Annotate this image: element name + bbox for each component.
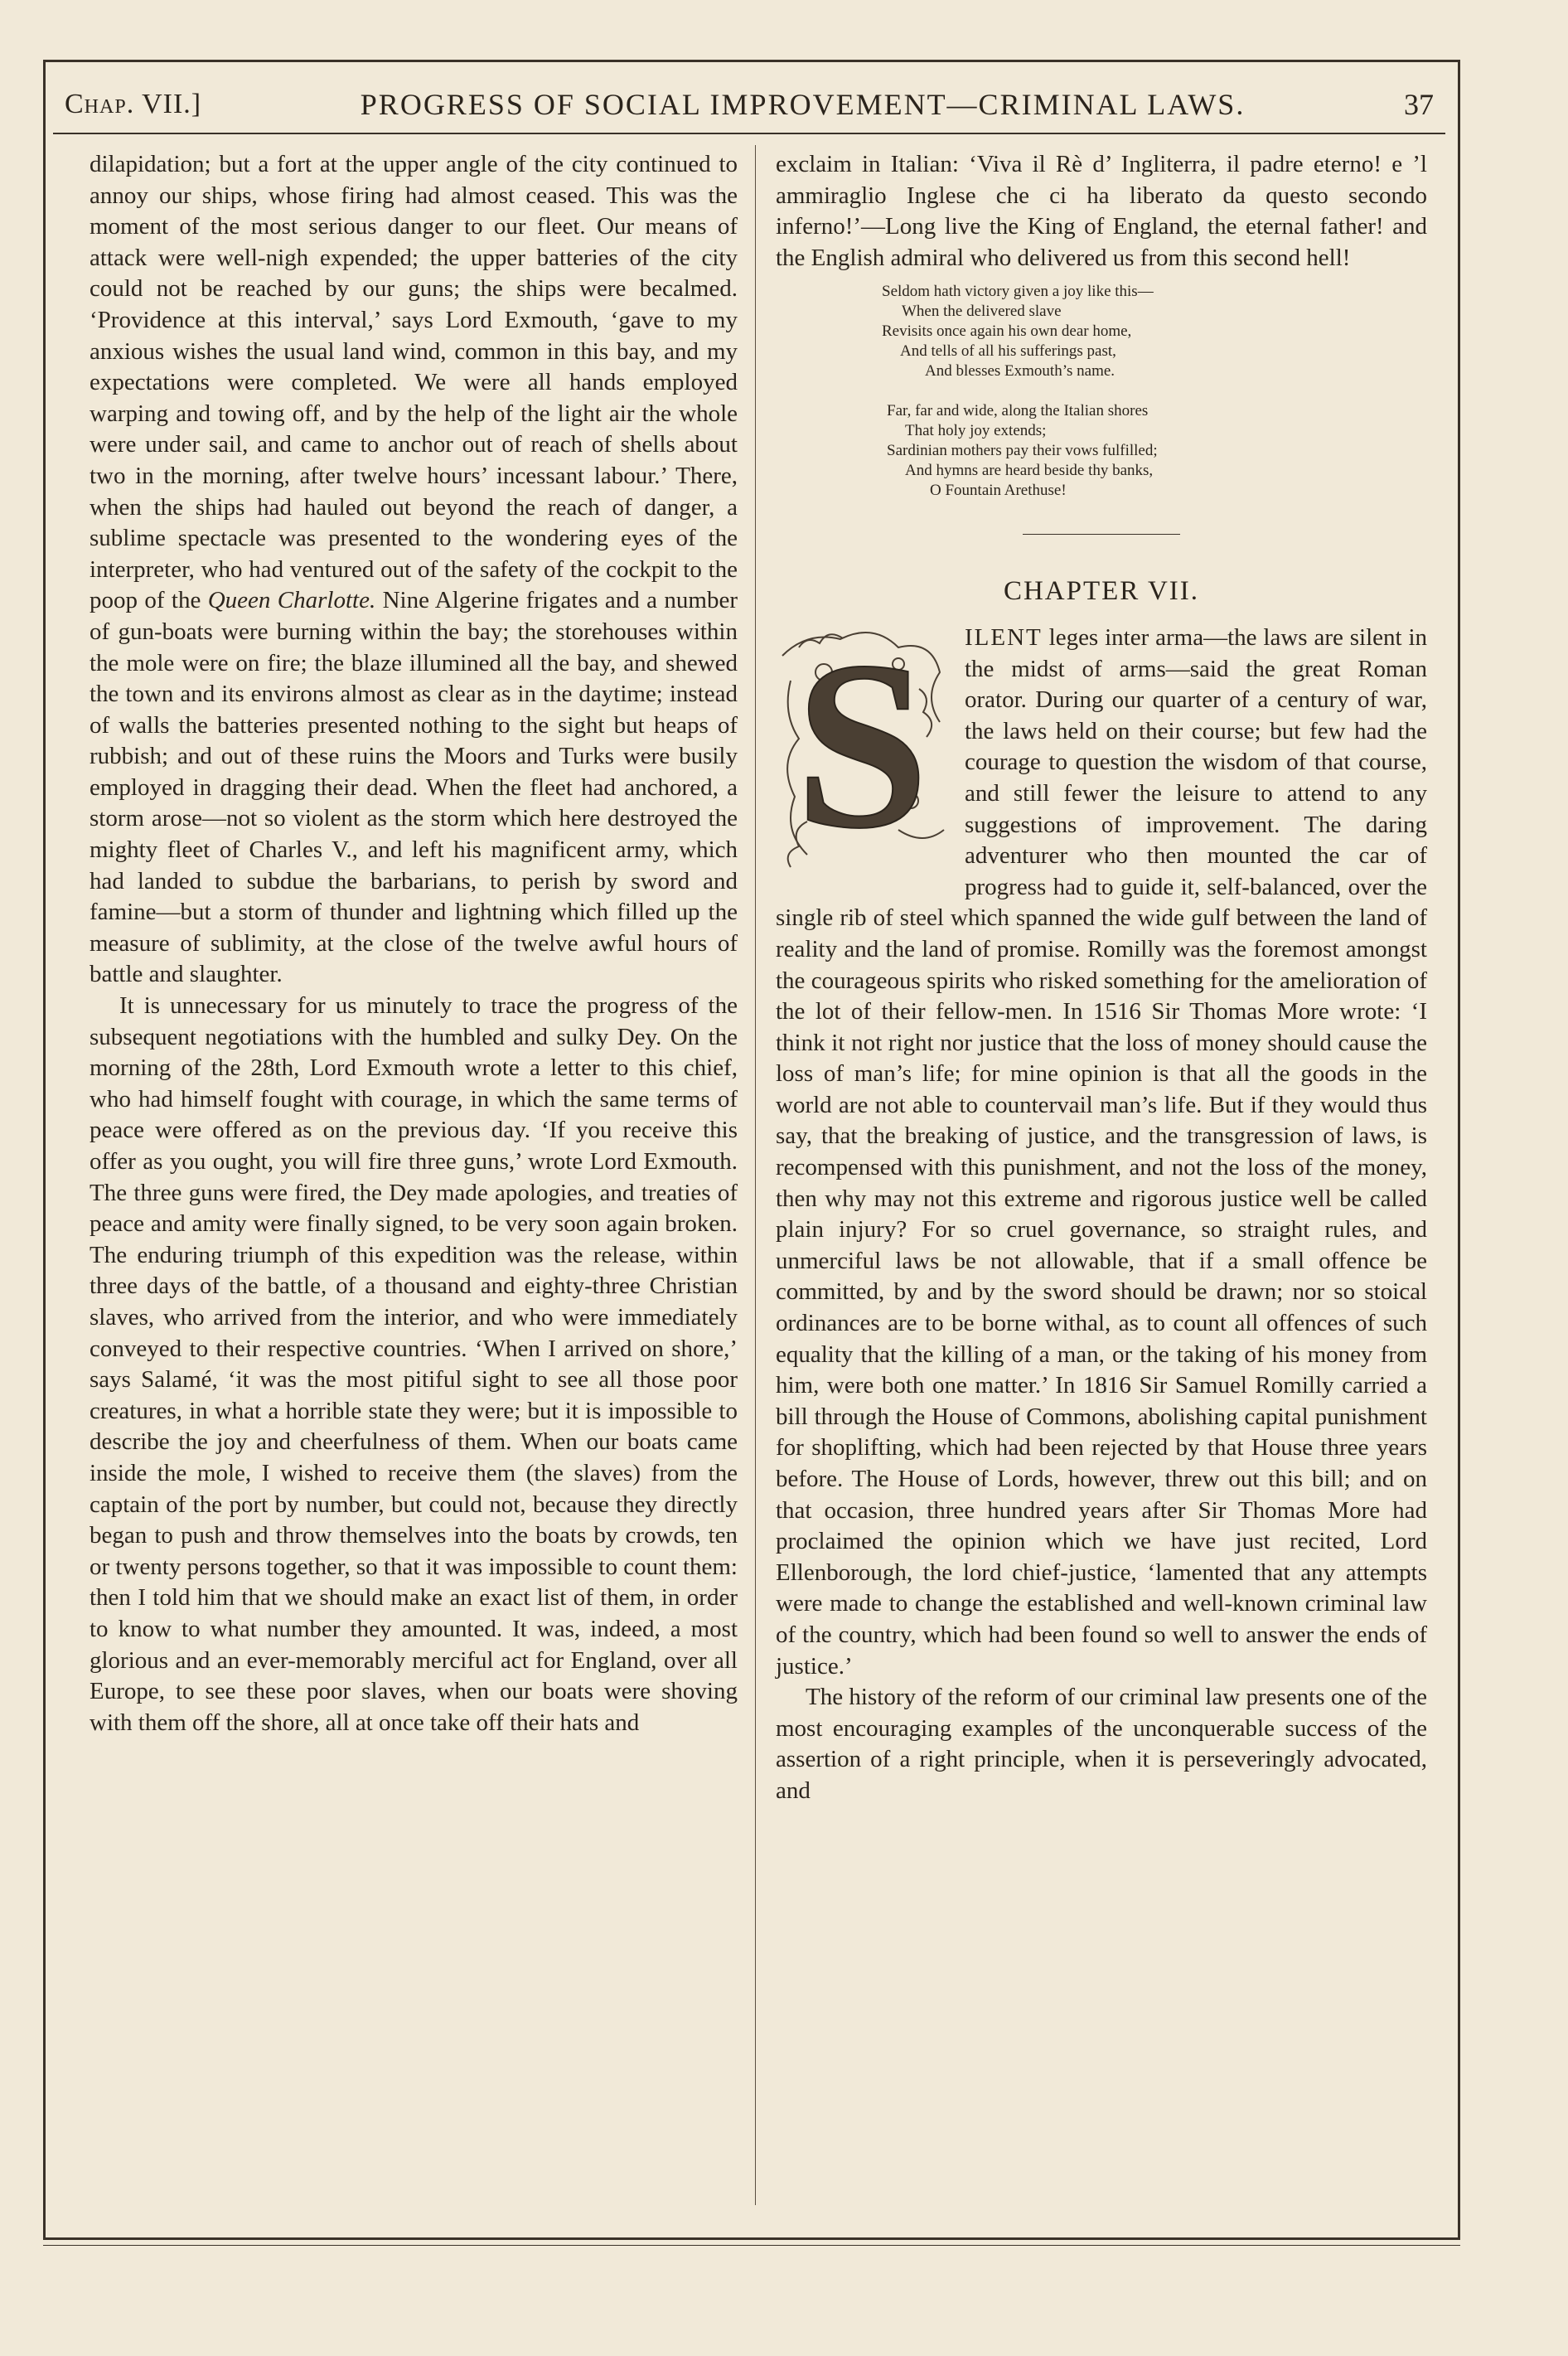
paragraph: It is unnecessary for us minutely to trace the progress of the subsequent negotiations with the humbled and sulky Dey. On the morning of the 28th, Lord Exmouth wrote a letter to this chief, who had himself fought with courage, in which the same terms of peace were offered as on the previous day. ‘If you receive this offer as you ought, you will fire three guns,’ wrote Lord Exmouth. The three guns were fired, the Dey made apologies, and treaties of peace and amity were finally signed, to be very soon again broken. The enduring triumph of this expedition was the release, within three days of the battle, of a thousand and eighty-three Christian slaves, who arrived from the interior, and who were immediately conveyed to their respective countries. ‘When I arrived on shore,’ says Salamé, ‘it was the most pitiful sight to see all those poor creatures, in what a horrible state they were; but it is impossible to describe the joy and cheerfulness of them. When our boats came inside the mole, I wished to receive them (the slaves) from the captain of the port by number, but could not, because they directly began to push and throw themselves into the boats by crowds, ten or twenty persons together, so that it was impossible to count them: then I told him that we should make an exact list of them, in order to know to what number they amounted. It was, indeed, a most glorious and an ever-memorably merciful act for England, over all Europe, to see these poor slaves, when our boats were shoving with them off the shore, all at once take off their hats and [90,992,738,1736]
verse-line: And hymns are heard beside thy banks, [905,462,1154,480]
running-title: PROGRESS OF SOCIAL IMPROVEMENT—CRIMINAL LAWS. [360,88,1246,121]
chapter-label: Chap. VII.] [65,89,202,119]
verse-line: Far, far and wide, along the Italian shores [887,402,1149,420]
text-run: Nine Algerine frigates and a number of gun-boats were burning within the bay; the storehouses within the mole were on fire; the blaze illumined all the bay, and shewed the town and its environs almost as clear as in the daytime; instead of walls the batteries presented nothing to the sight but heaps of rubbish; and out of these ruins the Moors and Turks were busily employed in dragging their dead. When the fleet had anchored, a storm arose—not so violent as the storm which here destroyed the mighty fleet of Charles V., and left his magnificent army, which had landed to subdue the barbarians, to perish by sword and famine—but a storm of thunder and lightning which filled up the measure of sublimity, at the close of the twelve awful hours of battle and slaughter. [90,587,738,988]
verse-line: O Fountain Arethuse! [930,482,1067,500]
ship-name: Queen Charlotte. [207,587,376,614]
left-column [90,149,738,1738]
column-divider [755,145,756,2205]
page-number: 37 [1404,88,1434,121]
right-column [776,149,1427,1807]
text-run: leges inter arma—the laws are silent in the midst of arms—said the great Roman orator. During our quarter of a century of war, the laws held on their course; but few had the courage to question the wisdom of that course, and still fewer the leisure to attend to any suggestions of improvement. The daring adventurer who then mounted the car of progress had to guide it, self-balanced, over the single rib of steel which spanned the wide gulf between the land of reality and the land of promise. Romilly was the foremost amongst the courageous spirits who risked something for the amelioration of the lot of their fellow-men. In 1516 Sir Thomas More wrote: ‘I think it not right nor justice that the loss of money should cause the loss of man’s life; for mine opinion is that all the goods in the world are not able to countervail man’s life. But if they would thus say, that the breaking of justice, and the transgression of laws, is recompensed with this punishment, and not the loss of the money, then why may not this extreme and rigorous justice well be called plain injury? For so cruel governance, so straight rules, and unmerciful laws be not allowable, that if a small offence be committed, by and by the sword should be drawn; nor so stoical ordinances are to be borne withal, as to count all offences of such equality that the killing of a man, or the taking of his money from him, were both one matter.’ In 1816 Sir Samuel Romilly carried a bill through the House of Commons, abolishing capital punishment for shoplifting, which had been rejected by that House three years before. The House of Lords, however, threw out this bill; and on that occasion, three hundred years after Sir Thomas More had proclaimed the opinion which we have just recited, Lord Ellenborough, the lord chief-justice, ‘lamented that any attempts were made to change the established and well-known criminal law of the country, which had been found so well to answer the ends of justice.’ [776,623,1427,1680]
text-run: dilapidation; but a fort at the upper angle of the city continued to annoy our ships, whose firing had almost ceased. This was the moment of the most serious danger to our fleet. Our means of attack were well-nigh expended; the upper batteries of the city could not be reached by our guns; the ships were becalmed. ‘Providence at this interval,’ says Lord Exmouth, ‘gave to my anxious wishes the usual land wind, common in this bay, and my expectations were completed. We were all hands employed warping and towing off, and by the help of the light air the whole were under sail, and came to anchor out of reach of shells about two in the morning, after twelve hours’ incessant labour.’ There, when the ships had hauled out beyond the reach of danger, a sublime spectacle was presented to the wondering eyes of the interpreter, who had ventured out of the safety of the cockpit to the poop of the [90,151,738,614]
verse-line: When the delivered slave [902,303,1062,321]
chapter-heading: CHAPTER VII. [1003,576,1200,607]
verse-line: And tells of all his sufferings past, [900,342,1116,361]
paragraph [90,149,738,991]
section-separator [1023,534,1180,535]
bottom-rule [43,2245,1460,2246]
verse-block [776,282,1427,501]
verse-line: Seldom hath victory given a joy like this— [882,283,1154,301]
opening-word: ILENT [965,623,1043,651]
verse-line: And blesses Exmouth’s name. [925,362,1116,381]
verse-line: Sardinian mothers pay their vows fulfilled; [887,442,1158,460]
verse-line: That holy joy extends; [905,422,1047,440]
stanza [776,401,1427,501]
paragraph: The history of the reform of our criminal law presents one of the most encouraging examples of the unconquerable success of the assertion of a right principle, when it is perseveringly advocated, and [776,1684,1427,1804]
ornamental-dropcap [774,623,950,871]
stanza [776,282,1427,381]
dropcap-letter: S [795,622,929,871]
running-header [53,76,1445,134]
verse-line: Revisits once again his own dear home, [882,322,1132,341]
paragraph: exclaim in Italian: ‘Viva il Rè d’ Ingliterra, il padre eterno! e ’l ammiraglio Inglese che ci ha liberato da questo secondo inferno!’—Long live the King of England, the eternal father! and the English admiral who delivered us from this second hell! [776,151,1427,271]
